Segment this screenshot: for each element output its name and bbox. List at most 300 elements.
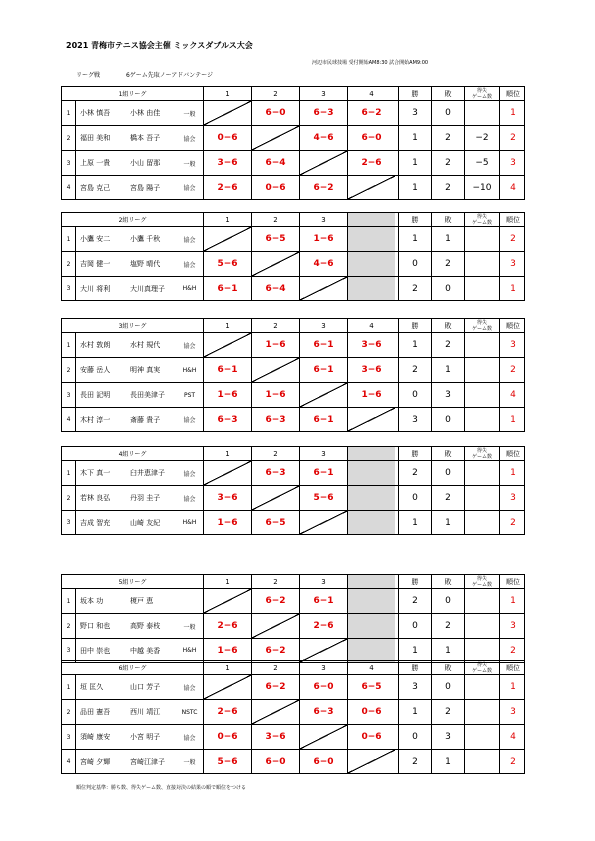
player-1-name: 上原 一貴: [75, 151, 126, 175]
wins: 0: [398, 486, 431, 510]
pair-number: 2: [66, 260, 71, 268]
pair-number: 3: [66, 285, 71, 292]
match-score: 3−6: [251, 725, 299, 749]
club-name: H&H: [182, 285, 197, 292]
rank: 3: [499, 252, 526, 276]
player-row: [61, 150, 525, 175]
losses: 0: [431, 408, 464, 431]
losses: 1: [431, 511, 464, 534]
pair-number: 4: [66, 416, 71, 423]
loss-col-header: 敗: [431, 213, 464, 226]
wins: 1: [398, 176, 431, 199]
game-difference: [464, 252, 499, 276]
match-score: 1−6: [347, 383, 395, 407]
club-name: 一般: [183, 623, 196, 631]
league-header-row: [61, 446, 525, 460]
self-match-cell: [347, 408, 395, 431]
game-diff-header-line2: ゲーム数: [471, 453, 492, 460]
format-label: リーグ戦: [76, 72, 101, 79]
match-score: 6−2: [251, 675, 299, 699]
match-score: 1−6: [203, 639, 251, 662]
opponent-col-header: 3: [299, 447, 347, 460]
league-header-row: [61, 318, 525, 332]
player-2-name: 高野 泰枝: [130, 622, 161, 630]
self-match-cell: [203, 461, 251, 485]
player-1-name: 坂本 功: [75, 589, 126, 613]
player-1-name: 垣 匡久: [75, 675, 126, 699]
rank: 1: [499, 461, 526, 485]
opponent-col-header: 2: [251, 87, 299, 100]
pair-number: 2: [66, 494, 71, 502]
losses: 2: [431, 176, 464, 199]
self-match-cell: [299, 277, 347, 300]
pair-number: 1: [66, 683, 71, 691]
rank: 2: [499, 126, 526, 150]
wins: 1: [398, 227, 431, 251]
match-score: 2−6: [347, 151, 395, 175]
game-difference: [464, 725, 499, 749]
club-name: 一般: [183, 160, 196, 168]
league-name: 4組リーグ: [118, 451, 147, 458]
game-diff-col-header: [464, 87, 499, 100]
match-score: 6−3: [251, 461, 299, 485]
rank: 4: [499, 176, 526, 199]
losses: 1: [431, 750, 464, 773]
player-1-name: 吉岡 健一: [75, 252, 126, 276]
match-score: 0−6: [347, 700, 395, 724]
match-score: 2−6: [203, 700, 251, 724]
match-score: 6−0: [299, 675, 347, 699]
win-col-header: 勝: [398, 87, 431, 100]
player-row: [61, 485, 525, 510]
club-name: H&H: [182, 647, 197, 654]
match-score: 6−2: [299, 176, 347, 199]
losses: 1: [431, 639, 464, 662]
player-row: [61, 332, 525, 357]
losses: 0: [431, 461, 464, 485]
rank: 2: [499, 639, 526, 662]
player-1-name: 福田 美和: [75, 126, 126, 150]
rank: 1: [499, 589, 526, 613]
self-match-cell: [251, 700, 299, 724]
opponent-col-header: 2: [251, 661, 299, 674]
wins: 1: [398, 700, 431, 724]
player-2-name: 山崎 友紀: [130, 518, 161, 527]
losses: 2: [431, 486, 464, 510]
opponent-col-header: 2: [251, 447, 299, 460]
self-match-cell: [299, 151, 347, 175]
player-1-name: 長田 記明: [75, 383, 126, 407]
club-name: PST: [183, 391, 196, 399]
game-difference: [464, 408, 499, 431]
win-col-header: 勝: [398, 661, 431, 674]
pair-number: 3: [66, 647, 71, 654]
match-score: 6−1: [299, 358, 347, 382]
pair-number: 1: [66, 109, 71, 117]
club-name: 協会: [183, 236, 196, 244]
unused-score-cell: [347, 589, 395, 613]
rank: 3: [499, 486, 526, 510]
player-2-name: 小林 由佳: [130, 109, 161, 117]
match-score: 6−5: [251, 511, 299, 534]
wins: 0: [398, 614, 431, 638]
game-diff-header-line2: ゲーム数: [471, 93, 492, 100]
rank: 4: [499, 383, 526, 407]
pair-number: 4: [66, 184, 71, 191]
unused-score-cell: [347, 461, 395, 485]
player-1-name: 田中 崇也: [75, 639, 126, 662]
player-row: [61, 175, 525, 200]
wins: 2: [398, 750, 431, 773]
player-row: [61, 588, 525, 613]
game-difference: −2: [464, 126, 499, 150]
game-difference: [464, 614, 499, 638]
player-2-name: 明神 真実: [130, 366, 161, 374]
loss-col-header: 敗: [431, 87, 464, 100]
wins: 1: [398, 126, 431, 150]
game-difference: [464, 639, 499, 662]
player-1-name: 須崎 康安: [75, 725, 126, 749]
wins: 2: [398, 589, 431, 613]
ranking-criteria-note: 順位判定基準：勝ち数、得失ゲーム数、直接対決の結果の順で順位をつける: [76, 785, 247, 791]
unused-score-cell: [347, 227, 395, 251]
rank: 2: [499, 511, 526, 534]
opponent-col-header: 3: [299, 213, 347, 226]
wins: 1: [398, 333, 431, 357]
player-1-name: 宮島 克己: [75, 176, 126, 199]
player-2-name: 臼井恵津子: [130, 469, 165, 477]
rank: 2: [499, 750, 526, 773]
league-table: [61, 86, 525, 200]
self-match-cell: [299, 511, 347, 534]
opponent-col-header: 1: [203, 319, 251, 332]
wins: 1: [398, 639, 431, 662]
league-table: [61, 446, 525, 535]
pair-number: 3: [66, 519, 71, 526]
self-match-cell: [203, 101, 251, 125]
losses: 2: [431, 700, 464, 724]
game-diff-header-line1: 得失: [476, 447, 487, 454]
player-1-name: 小林 慎吾: [75, 101, 126, 125]
match-score: 6−2: [347, 101, 395, 125]
self-match-cell: [347, 750, 395, 773]
pair-number: 1: [66, 469, 71, 477]
opponent-col-header: 4: [347, 661, 395, 674]
rank: 3: [499, 151, 526, 175]
rank: 2: [499, 358, 526, 382]
opponent-col-header: 4: [347, 319, 395, 332]
league-name: 2組リーグ: [118, 217, 147, 224]
rank: 1: [499, 277, 526, 300]
player-2-name: 中越 美香: [130, 646, 161, 655]
game-difference: [464, 486, 499, 510]
loss-col-header: 敗: [431, 319, 464, 332]
losses: 2: [431, 126, 464, 150]
pair-number: 2: [66, 134, 71, 142]
club-name: NSTC: [181, 708, 198, 716]
match-score: 2−6: [299, 614, 347, 638]
unused-score-cell: [347, 252, 395, 276]
rank: 1: [499, 675, 526, 699]
player-2-name: 西川 靖江: [130, 708, 161, 716]
player-1-name: 吉成 智充: [75, 511, 126, 534]
game-diff-header-line2: ゲーム数: [471, 667, 492, 674]
game-difference: [464, 461, 499, 485]
pair-number: 3: [66, 391, 71, 399]
game-diff-header-line2: ゲーム数: [471, 581, 492, 588]
game-difference: [464, 277, 499, 300]
loss-col-header: 敗: [431, 575, 464, 588]
league-table: [61, 574, 525, 663]
match-score: 5−6: [299, 486, 347, 510]
league-name: 3組リーグ: [118, 323, 147, 330]
player-1-name: 木村 淳一: [75, 408, 126, 431]
match-score: 6−3: [203, 408, 251, 431]
player-row: [61, 382, 525, 407]
game-difference: [464, 511, 499, 534]
match-score: 6−4: [251, 151, 299, 175]
losses: 1: [431, 358, 464, 382]
player-row: [61, 125, 525, 150]
pair-number: 4: [66, 758, 71, 765]
self-match-cell: [347, 176, 395, 199]
self-match-cell: [251, 486, 299, 510]
self-match-cell: [251, 358, 299, 382]
wins: 2: [398, 461, 431, 485]
losses: 2: [431, 252, 464, 276]
unused-score-cell: [347, 486, 395, 510]
wins: 0: [398, 383, 431, 407]
self-match-cell: [251, 126, 299, 150]
unused-score-cell: [347, 277, 395, 300]
pair-number: 1: [66, 235, 71, 243]
pair-number: 3: [66, 159, 71, 167]
format-info: [76, 70, 213, 79]
win-col-header: 勝: [398, 213, 431, 226]
club-name: 協会: [183, 734, 196, 742]
match-score: 3−6: [203, 151, 251, 175]
match-score: 6−3: [251, 408, 299, 431]
player-2-name: 水村 規代: [130, 341, 161, 349]
match-score: 6−0: [299, 750, 347, 773]
opponent-col-header: 1: [203, 213, 251, 226]
match-score: 6−1: [299, 333, 347, 357]
game-diff-header-line2: ゲーム数: [471, 325, 492, 332]
pair-number: 2: [66, 622, 71, 630]
rank-col-header: 順位: [499, 661, 526, 674]
game-diff-header-line1: 得失: [476, 661, 487, 668]
player-1-name: 宮崎 夕輝: [75, 750, 126, 773]
player-row: [61, 613, 525, 638]
match-score: 5−6: [203, 252, 251, 276]
unused-score-cell: [347, 639, 395, 662]
match-score: 0−6: [251, 176, 299, 199]
match-score: 6−2: [251, 639, 299, 662]
unused-col-header: [347, 447, 395, 460]
match-score: 3−6: [347, 358, 395, 382]
match-score: 1−6: [203, 511, 251, 534]
player-2-name: 橋本 吾子: [130, 134, 161, 142]
club-name: 協会: [183, 495, 196, 503]
loss-col-header: 敗: [431, 661, 464, 674]
game-diff-col-header: [464, 213, 499, 226]
venue-info: 河辺市民球技場 受付開始AM8:30 試合開始AM9:00: [312, 60, 429, 66]
game-difference: [464, 358, 499, 382]
losses: 3: [431, 725, 464, 749]
league-table: [61, 318, 525, 432]
league-name: 1組リーグ: [118, 91, 147, 98]
wins: 3: [398, 675, 431, 699]
match-score: 6−5: [347, 675, 395, 699]
game-difference: [464, 101, 499, 125]
wins: 3: [398, 408, 431, 431]
player-2-name: 小宮 明子: [130, 733, 161, 741]
player-2-name: 小鷹 千秋: [130, 235, 161, 243]
losses: 1: [431, 227, 464, 251]
self-match-cell: [299, 383, 347, 407]
league-header-row: [61, 86, 525, 100]
opponent-col-header: 2: [251, 213, 299, 226]
self-match-cell: [203, 227, 251, 251]
player-row: [61, 724, 525, 749]
league-header-row: [61, 660, 525, 674]
match-score: 5−6: [203, 750, 251, 773]
match-score: 1−6: [299, 227, 347, 251]
league-table: [61, 212, 525, 301]
club-name: 協会: [183, 470, 196, 478]
game-diff-header-line1: 得失: [476, 87, 487, 94]
match-score: 6−1: [203, 358, 251, 382]
win-col-header: 勝: [398, 319, 431, 332]
pair-number: 1: [66, 597, 71, 605]
game-diff-header-line1: 得失: [476, 319, 487, 326]
opponent-col-header: 4: [347, 87, 395, 100]
opponent-col-header: 1: [203, 447, 251, 460]
rank-col-header: 順位: [499, 447, 526, 460]
pair-number: 2: [66, 366, 71, 374]
match-score: 6−0: [347, 126, 395, 150]
player-2-name: 小山 留那: [130, 159, 161, 167]
rank-col-header: 順位: [499, 87, 526, 100]
match-score: 4−6: [299, 126, 347, 150]
page-title: 2021 青梅市テニス協会主催 ミックスダブルス大会: [66, 41, 253, 50]
game-difference: [464, 383, 499, 407]
player-2-name: 長田美津子: [130, 391, 165, 399]
player-2-name: 宮崎江津子: [130, 757, 165, 766]
player-1-name: 野口 和也: [75, 614, 126, 638]
losses: 2: [431, 614, 464, 638]
club-name: 一般: [183, 759, 196, 766]
rank-col-header: 順位: [499, 575, 526, 588]
player-row: [61, 460, 525, 485]
club-name: 協会: [183, 185, 196, 192]
player-1-name: 木下 真一: [75, 461, 126, 485]
match-score: 6−4: [251, 277, 299, 300]
match-score: 6−0: [251, 101, 299, 125]
wins: 1: [398, 151, 431, 175]
match-score: 0−6: [347, 725, 395, 749]
player-2-name: 山口 芳子: [130, 683, 161, 691]
player-row: [61, 226, 525, 251]
player-1-name: 若林 良弘: [75, 486, 126, 510]
rank: 1: [499, 101, 526, 125]
match-score: 0−6: [203, 725, 251, 749]
losses: 0: [431, 277, 464, 300]
player-row: [61, 100, 525, 125]
self-match-cell: [299, 725, 347, 749]
rank: 1: [499, 408, 526, 431]
player-2-name: 宮島 陽子: [130, 183, 161, 192]
wins: 2: [398, 358, 431, 382]
self-match-cell: [203, 675, 251, 699]
player-2-name: 丹羽 圭子: [130, 494, 161, 502]
losses: 2: [431, 151, 464, 175]
player-row: [61, 674, 525, 699]
game-diff-header-line1: 得失: [476, 213, 487, 220]
league-table: [61, 660, 525, 774]
losses: 0: [431, 589, 464, 613]
club-name: 一般: [183, 110, 196, 118]
rank: 3: [499, 700, 526, 724]
player-row: [61, 510, 525, 535]
pair-number: 3: [66, 733, 71, 741]
club-name: [176, 589, 203, 613]
player-row: [61, 407, 525, 432]
player-1-name: 小鷹 安二: [75, 227, 126, 251]
club-name: 協会: [183, 135, 196, 143]
opponent-col-header: 2: [251, 319, 299, 332]
opponent-col-header: 2: [251, 575, 299, 588]
match-score: 6−3: [299, 700, 347, 724]
opponent-col-header: 3: [299, 319, 347, 332]
wins: 0: [398, 725, 431, 749]
game-diff-col-header: [464, 661, 499, 674]
player-row: [61, 276, 525, 301]
wins: 0: [398, 252, 431, 276]
pair-number: 1: [66, 341, 71, 349]
rank: 4: [499, 725, 526, 749]
rank-col-header: 順位: [499, 213, 526, 226]
opponent-col-header: 1: [203, 661, 251, 674]
match-score: 3−6: [347, 333, 395, 357]
unused-score-cell: [347, 511, 395, 534]
game-difference: [464, 227, 499, 251]
loss-col-header: 敗: [431, 447, 464, 460]
game-difference: [464, 700, 499, 724]
match-score: 1−6: [203, 383, 251, 407]
match-score: 6−2: [251, 589, 299, 613]
match-score: 6−1: [203, 277, 251, 300]
match-score: 3−6: [203, 486, 251, 510]
pair-number: 2: [66, 708, 71, 716]
game-diff-header-line2: ゲーム数: [471, 219, 492, 226]
unused-col-header: [347, 213, 395, 226]
match-score: 6−1: [299, 589, 347, 613]
win-col-header: 勝: [398, 447, 431, 460]
match-score: 6−0: [251, 750, 299, 773]
opponent-col-header: 3: [299, 87, 347, 100]
format-rule: 6ゲーム先取ノーアドバンテージ: [125, 72, 214, 79]
player-1-name: 安藤 岳人: [75, 358, 126, 382]
player-row: [61, 251, 525, 276]
match-score: 6−5: [251, 227, 299, 251]
match-score: 1−6: [251, 333, 299, 357]
match-score: 4−6: [299, 252, 347, 276]
unused-col-header: [347, 575, 395, 588]
wins: 2: [398, 277, 431, 300]
rank: 3: [499, 614, 526, 638]
league-name: 6組リーグ: [118, 665, 147, 672]
